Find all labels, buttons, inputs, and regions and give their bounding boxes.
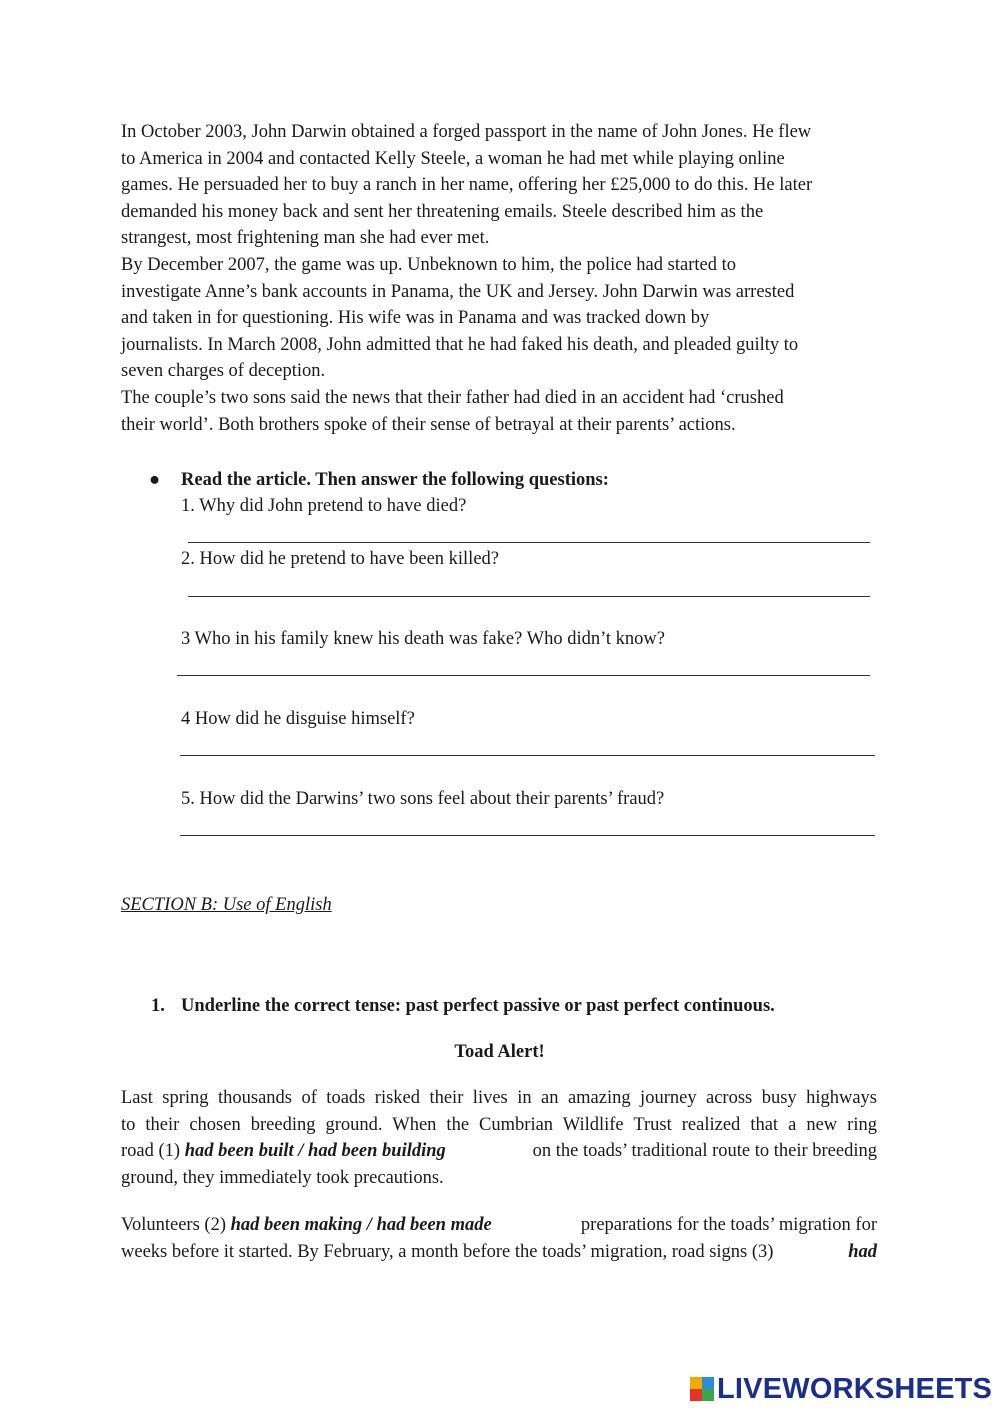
story-title: Toad Alert! — [454, 1042, 545, 1062]
article-line: to America in 2004 and contacted Kelly Steele, a woman he had met while playing online — [121, 148, 785, 169]
question-1: 1. Why did John pretend to have died? — [181, 496, 467, 516]
article-line: games. He persuaded her to buy a ranch in her name, offering her £25,000 to do this. He later — [121, 175, 813, 196]
question-5: 5. How did the Darwins’ two sons feel about their parents’ fraud? — [181, 789, 665, 809]
story-text-post: preparations for the toads’ migration for — [580, 1215, 877, 1235]
logo-block — [690, 1389, 702, 1401]
story-line: Last spring thousands of toads risked their lives in an amazing journey across busy highways — [121, 1088, 877, 1108]
tense-choice-3[interactable]: had — [848, 1241, 877, 1262]
story-text — [121, 1212, 492, 1239]
article-line: demanded his money back and sent her threatening emails. Steele described him as the — [121, 201, 764, 222]
story-line: ground, they immediately took precautions. — [121, 1167, 444, 1188]
story-text — [121, 1138, 446, 1165]
logo-block — [690, 1377, 702, 1389]
article-line: and taken in for questioning. His wife was in Panama and was tracked down by — [121, 308, 710, 329]
story-line: to their chosen breeding ground. When the Cumbrian Wildlife Trust realized that a new ring — [121, 1114, 877, 1135]
story-line — [121, 1138, 877, 1165]
bullet-icon: ● — [149, 470, 161, 490]
questions-heading: Read the article. Then answer the following questions: — [181, 470, 609, 490]
story-text-pre: road (1) — [121, 1141, 185, 1162]
article-line: journalists. In March 2008, John admitted that he had faked his death, and pleaded guilty to — [121, 334, 799, 355]
story-line — [121, 1212, 877, 1239]
liveworksheets-logo[interactable] — [690, 1373, 992, 1405]
article-line: seven charges of deception. — [121, 361, 326, 382]
answer-line-1[interactable] — [188, 542, 870, 543]
article-line: their world’. Both brothers spoke of their sense of betrayal at their parents’ actions. — [121, 414, 736, 435]
logo-block — [702, 1377, 714, 1389]
story-text-post: on the toads’ traditional route to their breeding — [532, 1141, 877, 1162]
article-line: The couple’s two sons said the news that their father had died in an accident had ‘crushed — [121, 387, 784, 408]
article-line: investigate Anne’s bank accounts in Panama, the UK and Jersey. John Darwin was arrested — [121, 281, 795, 302]
article-line: In October 2003, John Darwin obtained a forged passport in the name of John Jones. He flew — [121, 122, 812, 142]
story-paragraph-2 — [121, 1212, 877, 1265]
story-text-pre: weeks before it started. By February, a month before the toads’ migration, road signs (3) — [121, 1241, 774, 1262]
story-text-pre: Volunteers (2) — [121, 1215, 231, 1235]
logo-blocks-icon — [690, 1377, 714, 1401]
task-number: 1. — [151, 996, 165, 1016]
question-4: 4 How did he disguise himself? — [181, 709, 415, 729]
tense-choice-2[interactable]: had been making / had been made — [230, 1215, 492, 1235]
question-2: 2. How did he pretend to have been killed? — [181, 549, 499, 569]
article-text — [121, 119, 881, 438]
answer-line-2[interactable] — [188, 596, 870, 597]
logo-text: LIVEWORKSHEETS — [717, 1373, 993, 1405]
answer-line-3[interactable] — [177, 675, 870, 676]
article-line: By December 2007, the game was up. Unbeknown to him, the police had started to — [121, 254, 736, 275]
article-line: strangest, most frightening man she had ever met. — [121, 228, 490, 249]
story-paragraph-1 — [121, 1085, 877, 1191]
answer-line-4[interactable] — [180, 755, 875, 756]
tense-choice-1[interactable]: had been built / had been building — [184, 1141, 446, 1162]
story-line — [121, 1239, 877, 1266]
question-3: 3 Who in his family knew his death was fake? Who didn’t know? — [181, 629, 665, 649]
logo-block — [702, 1389, 714, 1401]
task-instruction: Underline the correct tense: past perfect passive or past perfect continuous. — [181, 996, 775, 1016]
answer-line-5[interactable] — [180, 835, 875, 836]
section-b-title: SECTION B: Use of English — [121, 895, 332, 915]
